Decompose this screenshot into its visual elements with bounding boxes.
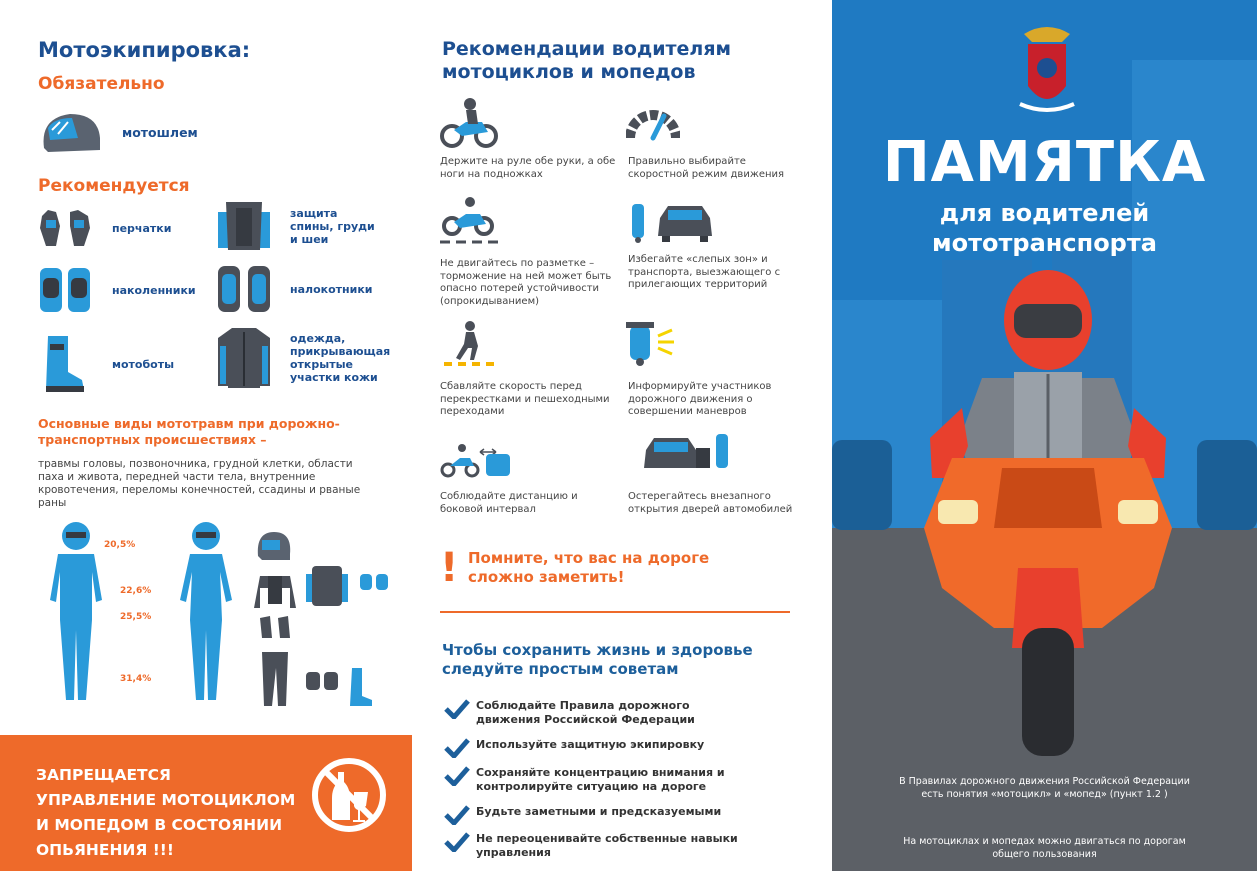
injury-text: травмы головы, позвоночника, грудной клетки, области паха и живота, передней части тела, внутренние кровотечения, переломы конечностей, ссадины и рваные раны bbox=[38, 458, 361, 509]
gear-helmet bbox=[38, 108, 198, 156]
tip-4: Будьте заметными и предсказуемыми bbox=[444, 805, 746, 825]
knee-pads-icon bbox=[38, 266, 92, 314]
road-marking-icon bbox=[440, 196, 498, 248]
gear-knee-pads bbox=[38, 266, 196, 314]
back-protector-icon bbox=[216, 196, 272, 256]
pedestrian-crossing-icon bbox=[440, 320, 498, 368]
recommendation-3: Не двигайтесь по разметке – торможение на ней может быть опасно потерей устойчивости (опрокидыванием) bbox=[440, 258, 612, 307]
ban-text: ЗАПРЕЩАЕТСЯ УПРАВЛЕНИЕ МОТОЦИКЛОМ И МОПЕДОМ В СОСТОЯНИИ ОПЬЯНЕНИЯ !!! bbox=[36, 766, 296, 859]
recommendation-6: Информируйте участников дорожного движения о совершении маневров bbox=[628, 381, 772, 417]
recommended-heading: Рекомендуется bbox=[38, 176, 190, 196]
recommendation-8: Остерегайтесь внезапного открытия дверей автомобилей bbox=[628, 491, 793, 515]
tip-5: Не переоценивайте собственные навыки управления bbox=[444, 832, 746, 860]
helmet-label: мотошлем bbox=[122, 124, 198, 140]
back-protection-label: защита спины, груди и шеи bbox=[290, 206, 375, 246]
recommendation-2: Правильно выбирайте скоростной режим движения bbox=[628, 156, 785, 180]
tip-2: Используйте защитную экипировку bbox=[444, 738, 746, 758]
no-alcohol-icon bbox=[310, 752, 388, 838]
distance-icon bbox=[440, 440, 512, 480]
divider bbox=[440, 611, 790, 613]
checkmark-icon bbox=[444, 832, 470, 852]
tips-title: Чтобы сохранить жизнь и здоровье следуйте простым советам bbox=[442, 641, 753, 678]
recommendations-title: Рекомендации водителям мотоциклов и мопедов bbox=[442, 38, 732, 83]
recommendation-5: Сбавляйте скорость перед перекрестками и пешеходными переходами bbox=[440, 381, 610, 417]
gloves-icon bbox=[38, 206, 92, 250]
recommendation-4: Избегайте «слепых зон» и транспорта, выезжающего с прилегающих территорий bbox=[628, 254, 781, 290]
gear-back-protection bbox=[216, 196, 380, 256]
turn-signal-icon bbox=[626, 318, 678, 366]
gear-clothing bbox=[216, 326, 390, 390]
cover-subtitle: для водителей мототранспорта bbox=[932, 199, 1157, 257]
tip-3: Сохраняйте концентрацию внимания и контролируйте ситуацию на дороге bbox=[444, 766, 746, 794]
tip-1: Соблюдайте Правила дорожного движения Российской Федерации bbox=[444, 699, 746, 727]
checkmark-icon bbox=[444, 766, 470, 786]
jacket-icon bbox=[216, 326, 272, 390]
motorcyclist-icon bbox=[440, 96, 498, 150]
percent-abdomen: 25,5% bbox=[120, 612, 152, 622]
gear-gloves bbox=[38, 206, 171, 250]
clothing-label: одежда, прикрывающая открытые участки кожи bbox=[290, 332, 391, 384]
percent-legs: 31,4% bbox=[120, 674, 152, 684]
checkmark-icon bbox=[444, 699, 470, 719]
exclamation-icon: ! bbox=[440, 545, 459, 591]
knee-pads-label: наколенники bbox=[112, 283, 196, 297]
injury-title: Основные виды мототравм при дорожно-транспортных происшествиях – bbox=[38, 416, 340, 447]
checkmark-icon bbox=[444, 805, 470, 825]
helmet-icon bbox=[38, 108, 102, 156]
motorcyclist-illustration bbox=[922, 268, 1182, 758]
blind-spot-icon bbox=[626, 200, 716, 244]
cover-title: ПАМЯТКА bbox=[882, 130, 1207, 195]
gear-boots bbox=[38, 334, 174, 394]
gear-title: Мотоэкипировка: bbox=[38, 38, 251, 62]
required-heading: Обязательно bbox=[38, 74, 165, 94]
car-door-icon bbox=[644, 430, 736, 474]
boots-icon bbox=[38, 334, 92, 394]
elbow-pads-icon bbox=[216, 264, 272, 314]
cover-note-2: На мотоциклах и мопедах можно двигаться по дорогам общего пользования bbox=[903, 836, 1186, 860]
cover-panel bbox=[832, 0, 1257, 871]
elbow-pads-label: налокотники bbox=[290, 282, 373, 296]
checkmark-icon bbox=[444, 738, 470, 758]
percent-head: 20,5% bbox=[104, 540, 136, 550]
police-emblem-icon bbox=[1014, 20, 1080, 120]
middle-panel bbox=[412, 0, 832, 871]
gloves-label: перчатки bbox=[112, 221, 172, 235]
recommendation-7: Соблюдайте дистанцию и боковой интервал bbox=[440, 491, 578, 515]
warning-text: Помните, что вас на дороге сложно заметить! bbox=[468, 549, 710, 586]
gear-collection-illustration bbox=[254, 528, 394, 708]
gear-elbow-pads bbox=[216, 264, 373, 314]
recommendation-1: Держите на руле обе руки, а обе ноги на подножках bbox=[440, 156, 616, 180]
cover-note-1: В Правилах дорожного движения Российской Федерации есть понятия «мотоцикл» и «мопед» (пункт 1.2 ) bbox=[899, 776, 1190, 800]
percent-chest: 22,6% bbox=[120, 586, 152, 596]
left-panel bbox=[0, 0, 412, 871]
boots-label: мотоботы bbox=[112, 357, 175, 371]
speedometer-icon bbox=[626, 98, 680, 142]
